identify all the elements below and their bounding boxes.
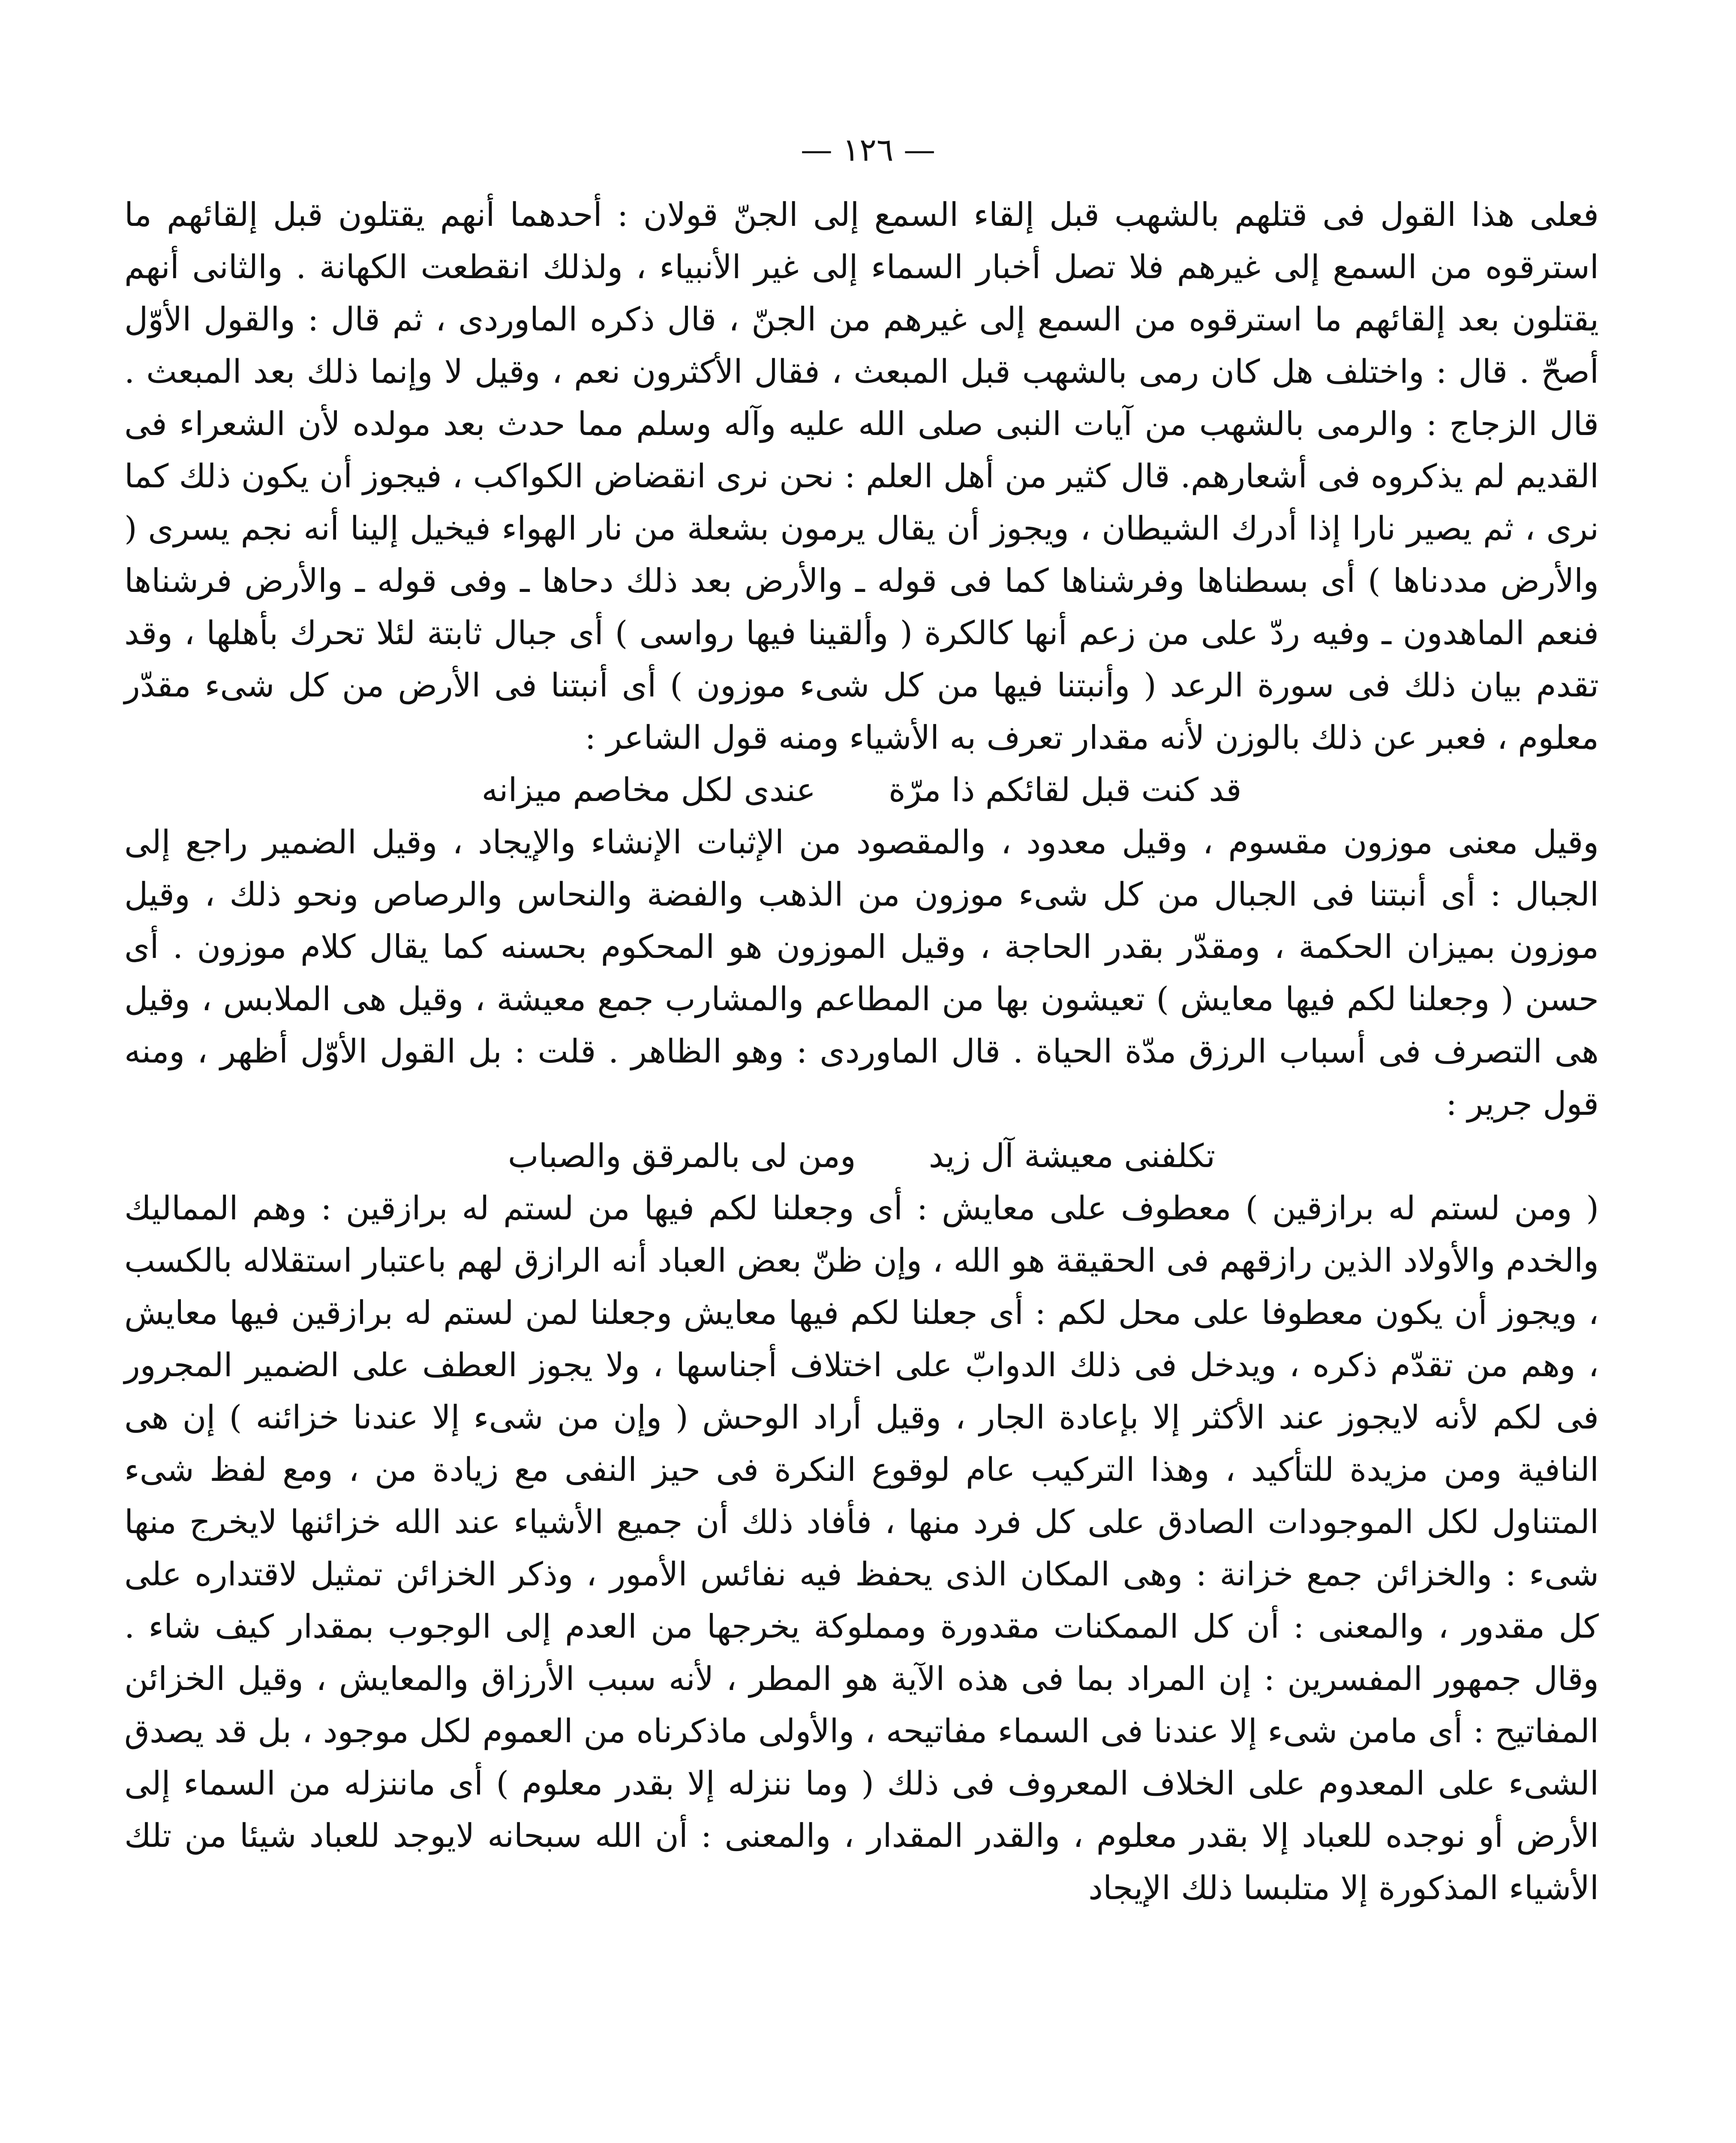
poetry-verse [124,764,1599,816]
verse-second-hemistich: عندى لكل مخاصم ميزانه [481,771,816,809]
paragraph: فعلى هذا القول فى قتلهم بالشهب قبل إلقاء السمع إلى الجنّ قولان : أحدهما أنهم يقتلون قبل إلقائهم ما استرقوه من السمع إلى غيرهم فلا تصل أخبار السماء إلى غير الأنبياء ، ولذلك انقطعت الكهانة . والثانى أنهم يقتلون بعد إلقائهم ما استرقوه من السمع إلى غيرهم من الجنّ ، قال ذكره الماوردى ، ثم قال : والقول الأوّل أصحّ . قال : واختلف هل كان رمى بالشهب قبل المبعث ، فقال الأكثرون نعم ، وقيل لا وإنما ذلك بعد المبعث . قال الزجاج : والرمى بالشهب من آيات النبى صلى الله عليه وآله وسلم مما حدث بعد مولده لأن الشعراء فى القديم لم يذكروه فى أشعارهم. قال كثير من أهل العلم : نحن نرى انقضاض الكواكب ، فيجوز أن يكون ذلك كما نرى ، ثم يصير نارا إذا أدرك الشيطان ، ويجوز أن يقال يرمون بشعلة من نار الهواء فيخيل إلينا أنه نجم يسرى ( والأرض مددناها ) أى بسطناها وفرشناها كما فى قوله ـ والأرض بعد ذلك دحاها ـ وفى قوله ـ والأرض فرشناها فنعم الماهدون ـ وفيه ردّ على من زعم أنها كالكرة ( وألقينا فيها رواسى ) أى جبال ثابتة لئلا تحرك بأهلها ، وقد تقدم بيان ذلك فى سورة الرعد ( وأنبتنا فيها من كل شىء موزون ) أى أنبتنا فى الأرض من كل شىء مقدّر معلوم ، فعبر عن ذلك بالوزن لأنه مقدار تعرف به الأشياء ومنه قول الشاعر : [124,195,1599,756]
page-number: — ١٢٦ — [800,132,936,168]
poetry-verse [124,1130,1599,1182]
verse-first-hemistich: قد كنت قبل لقائكم ذا مرّة [889,771,1242,809]
page-text [124,189,1599,1914]
verse-first-hemistich: تكلفنى معيشة آل زيد [928,1137,1216,1175]
paragraph: وقيل معنى موزون مقسوم ، وقيل معدود ، والمقصود من الإثبات الإنشاء والإيجاد ، وقيل الضمير راجع إلى الجبال : أى أنبتنا فى الجبال من كل شىء موزون من الذهب والفضة والنحاس والرصاص ونحو ذلك ، وقيل موزون بميزان الحكمة ، ومقدّر بقدر الحاجة ، وقيل الموزون هو المحكوم بحسنه كما يقال كلام موزون . أى حسن ( وجعلنا لكم فيها معايش ) تعيشون بها من المطاعم والمشارب جمع معيشة ، وقيل هى الملابس ، وقيل هى التصرف فى أسباب الرزق مدّة الحياة . قال الماوردى : وهو الظاهر . قلت : بل القول الأوّل أظهر ، ومنه قول جرير : [124,823,1599,1123]
paragraph: ( ومن لستم له برازقين ) معطوف على معايش : أى وجعلنا لكم فيها من لستم له برازقين : وهم المماليك والخدم والأولاد الذين رازقهم فى الحقيقة هو الله ، وإن ظنّ بعض العباد أنه الرازق لهم باعتبار استقلاله بالكسب ، ويجوز أن يكون معطوفا على محل لكم : أى جعلنا لكم فيها معايش وجعلنا لمن لستم له برازقين فيها معايش ، وهم من تقدّم ذكره ، ويدخل فى ذلك الدوابّ على اختلاف أجناسها ، ولا يجوز العطف على الضمير المجرور فى لكم لأنه لايجوز عند الأكثر إلا بإعادة الجار ، وقيل أراد الوحش ( وإن من شىء إلا عندنا خزائنه ) إن هى النافية ومن مزيدة للتأكيد ، وهذا التركيب عام لوقوع النكرة فى حيز النفى مع زيادة من ، ومع لفظ شىء المتناول لكل الموجودات الصادق على كل فرد منها ، فأفاد ذلك أن جميع الأشياء عند الله خزائنها لايخرج منها شىء : والخزائن جمع خزانة : وهى المكان الذى يحفظ فيه نفائس الأمور ، وذكر الخزائن تمثيل لاقتداره على كل مقدور ، والمعنى : أن كل الممكنات مقدورة ومملوكة يخرجها من العدم إلى الوجوب بمقدار كيف شاء . وقال جمهور المفسرين : إن المراد بما فى هذه الآية هو المطر ، لأنه سبب الأرزاق والمعايش ، وقيل الخزائن المفاتيح : أى مامن شىء إلا عندنا فى السماء مفاتيحه ، والأولى ماذكرناه من العموم لكل موجود ، بل قد يصدق الشىء على المعدوم على الخلاف المعروف فى ذلك ( وما ننزله إلا بقدر معلوم ) أى ماننزله من السماء إلى الأرض أو نوجده للعباد إلا بقدر معلوم ، والقدر المقدار ، والمعنى : أن الله سبحانه لايوجد للعباد شيئا من تلك الأشياء المذكورة إلا متلبسا ذلك الإيجاد [124,1189,1599,1907]
verse-second-hemistich: ومن لى بالمرقق والصباب [508,1137,856,1175]
